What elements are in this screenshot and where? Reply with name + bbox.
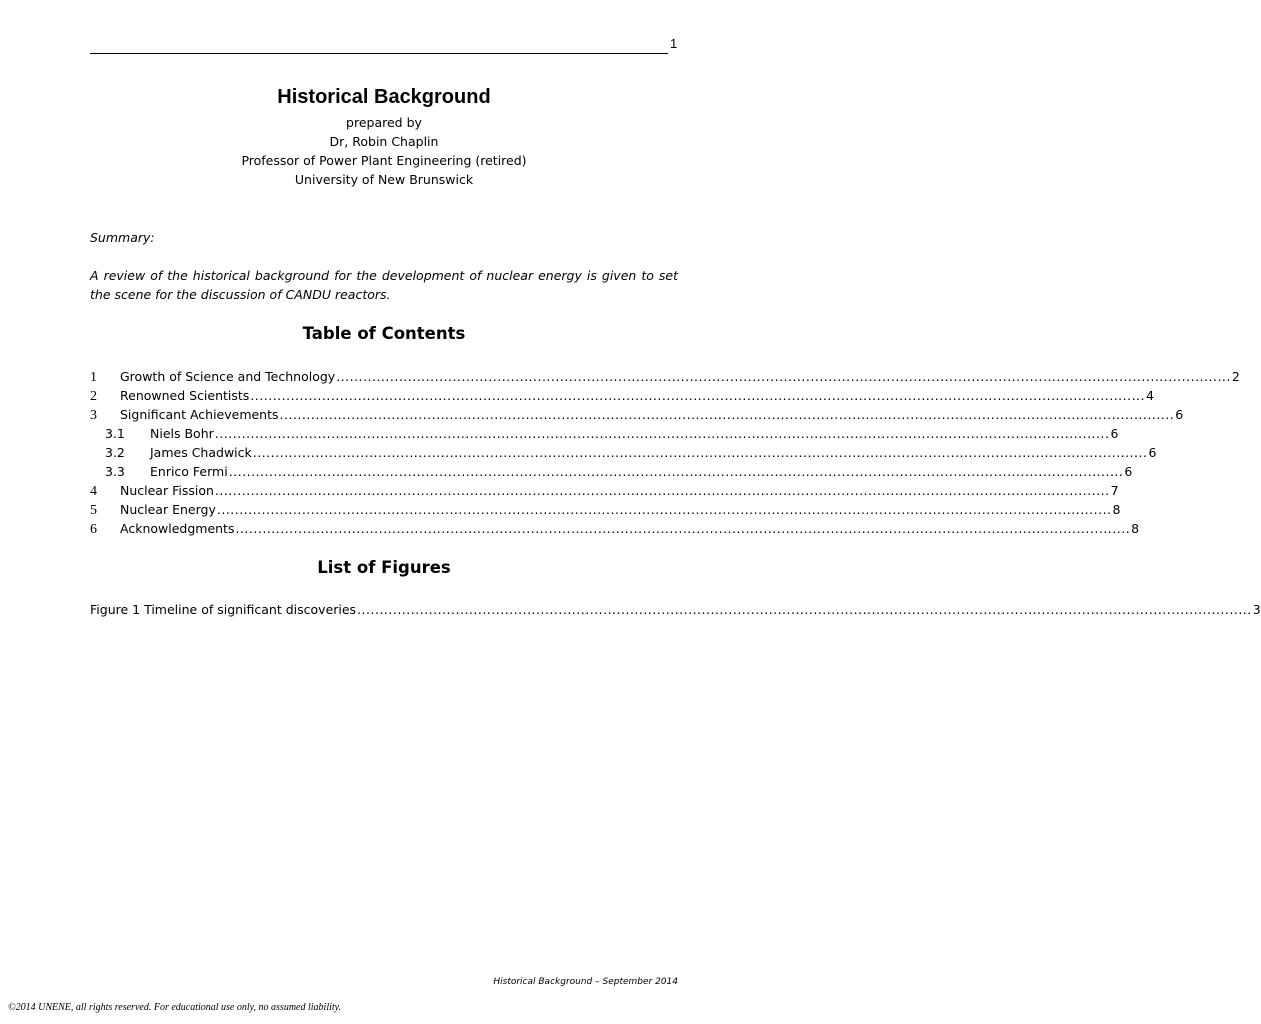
author-institution: University of New Brunswick: [294, 172, 474, 187]
toc-entry-page: 4: [1146, 388, 1154, 403]
toc-entry[interactable]: [90, 367, 1240, 386]
toc-entry-number: 3.2: [105, 445, 125, 460]
toc-entry-number: 2: [90, 389, 97, 404]
toc-entry-title: Growth of Science and Technology: [120, 369, 336, 384]
prepared-by: prepared by: [346, 115, 422, 130]
toc-leader-dots: ........................................................................................................................................................................................................: [216, 502, 1112, 517]
toc-entry[interactable]: [90, 500, 1121, 519]
toc-entry-page: 8: [1131, 521, 1140, 536]
toc-entry[interactable]: [90, 519, 1140, 538]
author-name: Dr, Robin Chaplin: [329, 134, 439, 149]
toc-leader-dots: ........................................................................................................................................................................................................: [252, 445, 1148, 460]
toc-leader-dots: ........................................................................................................................................................................................................: [336, 369, 1231, 384]
document-title: Historical Background: [277, 86, 491, 108]
toc-entry-title: Niels Bohr: [150, 426, 214, 441]
toc-entry-number: 3.1: [105, 426, 125, 441]
toc-entry-number: 3: [90, 408, 97, 423]
toc-entry-title: Nuclear Fission: [120, 483, 214, 498]
toc-entry-page: 6: [1124, 464, 1133, 479]
copyright-notice: ©2014 UNENE, all rights reserved. For educational use only, no assumed liability.: [8, 1002, 342, 1013]
summary-label: Summary:: [90, 230, 155, 245]
toc-entry-title: James Chadwick: [150, 445, 252, 460]
toc-leader-dots: ........................................................................................................................................................................................................: [228, 464, 1124, 479]
toc-leader-dots: ........................................................................................................................................................................................................: [214, 426, 1110, 441]
toc-entry-page: 6: [1175, 407, 1184, 422]
figures-heading: List of Figures: [317, 558, 451, 577]
toc-entry[interactable]: [90, 481, 1119, 500]
figure-entry-title: Figure 1 Timeline of significant discoveries: [90, 602, 357, 617]
toc-entry-title: Acknowledgments: [120, 521, 235, 536]
toc-entry-number: 4: [90, 484, 97, 499]
toc-entry-page: 7: [1110, 483, 1119, 498]
toc-entry-page: 6: [1110, 426, 1119, 441]
toc-entry[interactable]: [105, 424, 1119, 443]
toc-leader-dots: ........................................................................................................................................................................................................: [250, 388, 1146, 403]
toc-leader-dots: ........................................................................................................................................................................................................: [357, 602, 1252, 617]
header-rule: [90, 53, 668, 54]
footer-document-title: Historical Background – September 2014: [493, 977, 678, 987]
toc-entry[interactable]: [105, 443, 1157, 462]
toc-entry-title: Significant Achievements: [120, 407, 279, 422]
toc-leader-dots: ........................................................................................................................................................................................................: [214, 483, 1110, 498]
toc-entry-title: Enrico Fermi: [150, 464, 228, 479]
toc-leader-dots: ........................................................................................................................................................................................................: [235, 521, 1131, 536]
toc-entry-page: 2: [1231, 369, 1240, 384]
toc-entry-number: 5: [90, 503, 97, 518]
page-number: 1: [670, 36, 678, 51]
toc-entry-page: 6: [1148, 445, 1157, 460]
toc-leader-dots: ........................................................................................................................................................................................................: [279, 407, 1175, 422]
toc-entry-title: Nuclear Energy: [120, 502, 216, 517]
toc-entry[interactable]: [90, 405, 1184, 424]
toc-entry-title: Renowned Scientists: [120, 388, 250, 403]
toc-entry-number: 1: [90, 370, 97, 385]
figure-entry-page: 3: [1252, 602, 1261, 617]
summary-text: A review of the historical background for the development of nuclear energy is given to set the scene for the discussion of CANDU reactors.: [90, 268, 678, 302]
toc-entry-number: 6: [90, 522, 97, 537]
figure-entry[interactable]: [90, 600, 1261, 619]
toc-entry-page: 8: [1112, 502, 1121, 517]
toc-heading: Table of Contents: [302, 324, 466, 343]
toc-entry-number: 3.3: [105, 464, 125, 479]
author-position: Professor of Power Plant Engineering (retired): [241, 153, 527, 168]
toc-entry[interactable]: [90, 386, 1154, 405]
toc-entry[interactable]: [105, 462, 1133, 481]
